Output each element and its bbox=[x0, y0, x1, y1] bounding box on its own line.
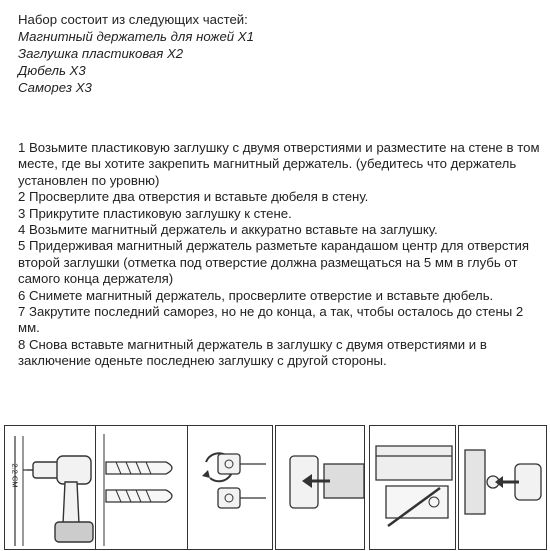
wall-plugs-icon bbox=[96, 426, 189, 551]
step-1: 1 Возьмите пластиковую заглушку с двумя отверстиями и разместите на стене в том месте, где вы хотите закрепить магнитный держатель. (убедитесь что держатель установлен по уровню) bbox=[18, 140, 540, 188]
screwdriver-holder-icon bbox=[370, 426, 457, 551]
step-7: 7 Закрутите последний саморез, но не до конца, а так, чтобы осталось до стены 2 мм. bbox=[18, 304, 524, 336]
parts-item: Магнитный держатель для ножей X1 bbox=[18, 29, 254, 44]
instruction-steps bbox=[18, 140, 540, 370]
illustration-panel-screwdriver bbox=[369, 425, 456, 550]
step-2: 2 Просверлите два отверстия и вставьте дюбеля в стену. bbox=[18, 189, 369, 205]
illustration-panel-holder bbox=[275, 425, 365, 550]
illustration-panel-screw bbox=[187, 425, 273, 550]
illustration-panel-plugs bbox=[95, 425, 188, 550]
parts-list bbox=[18, 11, 538, 96]
drill-depth-label: 2.2 CM bbox=[10, 463, 20, 488]
parts-item: Заглушка пластиковая X2 bbox=[18, 46, 184, 61]
step-8: 8 Снова вставьте магнитный держатель в заглушку с двумя отверстиями и в заключение оденьте последнею заглушку с другой стороны. bbox=[18, 336, 487, 369]
step-3: 3 Прикрутите пластиковую заглушку к стене. bbox=[18, 205, 292, 221]
step-5: 5 Придерживая магнитный держатель разметьте карандашом центр для отверстия второй заглушки (отметка под отверстие должна размещаться на 5 мм в глубь от самого конца держателя) bbox=[18, 238, 529, 287]
illustration-panel-drill bbox=[4, 425, 97, 550]
parts-heading: Набор состоит из следующих частей: bbox=[18, 12, 248, 27]
parts-item: Саморез X3 bbox=[18, 80, 92, 95]
step-4: 4 Возьмите магнитный держатель и аккуратно вставьте на заглушку. bbox=[18, 222, 438, 238]
screw-bracket-icon bbox=[188, 426, 274, 551]
parts-item: Дюбель X3 bbox=[18, 63, 86, 78]
illustration-strip bbox=[0, 425, 550, 550]
holder-on-bracket-icon bbox=[276, 426, 366, 551]
end-cap-icon bbox=[459, 426, 548, 551]
illustration-panel-endcap bbox=[458, 425, 547, 550]
drill-icon bbox=[5, 426, 98, 551]
step-6: 6 Снимете магнитный держатель, просверлите отверстие и вставьте дюбель. bbox=[18, 287, 494, 303]
